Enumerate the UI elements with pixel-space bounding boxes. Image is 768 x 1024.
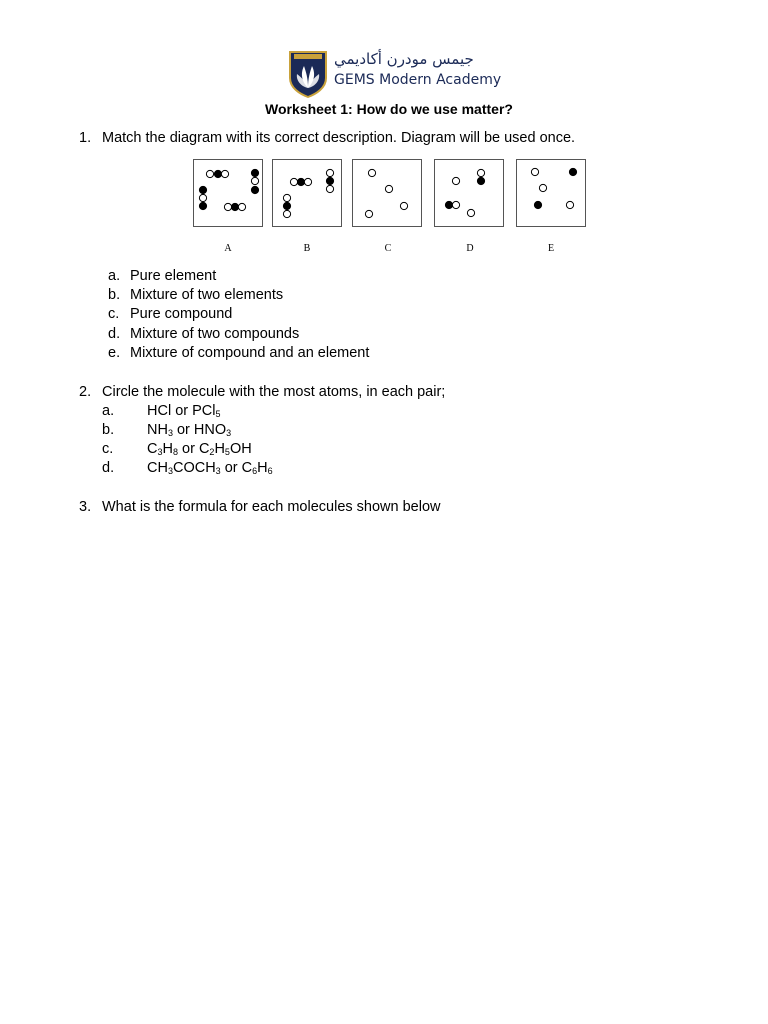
option-text: Pure element xyxy=(130,268,217,284)
option-letter: c. xyxy=(108,306,120,322)
question-text: Circle the molecule with the most atoms, in each pair; xyxy=(102,384,446,400)
crest-icon xyxy=(288,50,328,98)
diagram-box-b xyxy=(272,159,342,227)
option-formula: HCl or PCl$_5$ xyxy=(147,403,221,419)
question-text: Match the diagram with its correct description. Diagram will be used once. xyxy=(102,130,576,146)
option-letter: a. xyxy=(102,403,115,419)
logo-english-text: GEMS Modern Academy xyxy=(334,72,502,88)
diagram-box-a xyxy=(193,159,263,227)
diagram-label-d: D xyxy=(466,243,474,254)
question-number: 1. xyxy=(79,130,92,146)
question-number: 3. xyxy=(79,499,92,515)
logo-arabic-text: جيمس مودرن أكاديمي xyxy=(334,50,474,68)
option-letter: a. xyxy=(108,268,121,284)
option-letter: d. xyxy=(102,460,115,476)
school-logo xyxy=(288,50,502,98)
option-letter: d. xyxy=(108,326,121,342)
option-text: Mixture of two compounds xyxy=(130,326,300,342)
diagram-box-e xyxy=(516,159,586,227)
diagram-label-c: C xyxy=(384,243,392,254)
option-letter: b. xyxy=(108,287,121,303)
option-formula: $NH_3$ or $HNO_3$ xyxy=(147,422,232,438)
option-text: Mixture of compound and an element xyxy=(130,345,370,361)
diagram-box-d xyxy=(434,159,504,227)
option-formula: $C_3H_8$ or $C_2H_5OH$ xyxy=(147,441,252,457)
worksheet-title: Worksheet 1: How do we use matter? xyxy=(265,101,513,117)
option-letter: c. xyxy=(102,441,114,457)
diagram-label-e: E xyxy=(547,243,555,254)
diagram-label-b: B xyxy=(303,243,311,254)
option-letter: e. xyxy=(108,345,121,361)
option-text: Pure compound xyxy=(130,306,233,322)
option-text: Mixture of two elements xyxy=(130,287,284,303)
diagram-label-a: A xyxy=(224,243,232,254)
diagram-box-c xyxy=(352,159,422,227)
question-number: 2. xyxy=(79,384,92,400)
question-text: What is the formula for each molecules shown below xyxy=(102,499,441,515)
particle-diagrams xyxy=(193,159,593,259)
option-formula: $CH_3COCH_3$ or $C_6H_6$ xyxy=(147,460,273,476)
option-letter: b. xyxy=(102,422,115,438)
